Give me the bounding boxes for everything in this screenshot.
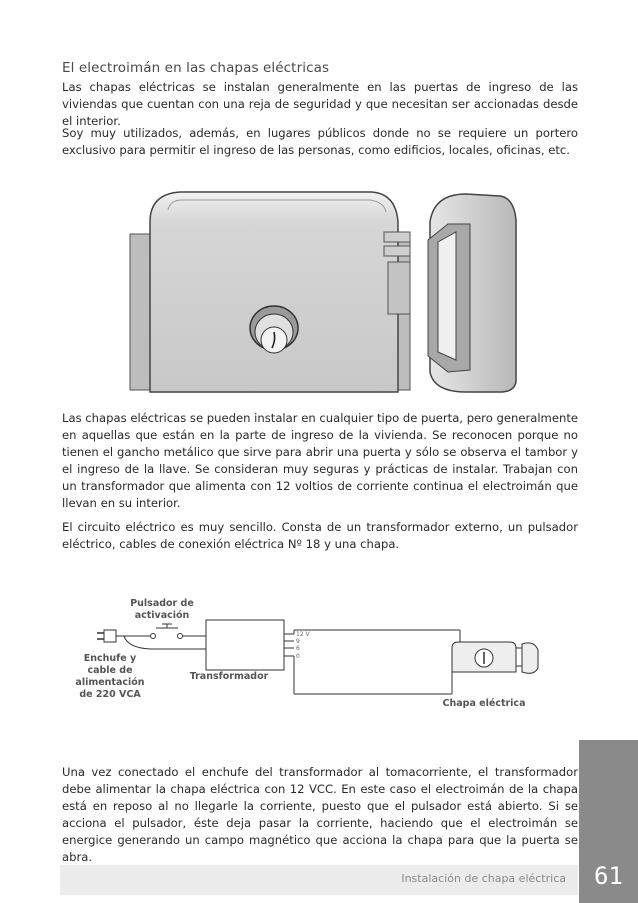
tap-9: 9 (296, 638, 300, 645)
transformer-box (206, 620, 284, 670)
paragraph-installation: Las chapas eléctricas se pueden instalar en cualquier tipo de puerta, pero generalmente en aquellas que están en la parte de ingreso de la vivienda. Se reconocen porque no tienen el gancho metálico que sirve para abrir una puerta y sólo se observa el tambor y el ingreso de la llave. Se consideran muy seguras y prácticas de instalar. Trabajan con un transformador que alimenta con 12 voltios de corriente continua el electroimán que llevan en su interior. (62, 411, 578, 510)
label-enchufe-4: de 220 VCA (79, 689, 141, 700)
lock-symbol (452, 642, 538, 673)
paragraph-operation: Una vez conectado el enchufe del transformador al tomacorriente, el transformador debe alimentar la chapa eléctrica con 12 VCC. En este caso el electroimán de la chapa está en reposo al no llegarle la corriente, puesto que el pulsador está abierto. Si se acciona el pulsador, éste deja pasar la corriente, haciendo que el electroimán se energice generando un campo magnético que acciona la chapa para que la puerta se abra. (62, 765, 578, 864)
footer-section: Instalación de chapa eléctrica (401, 872, 566, 885)
paragraph-circuit: El circuito eléctrico es muy sencillo. Consta de un transformador externo, un pulsador eléctrico, cables de conexión eléctrica Nº 18 y una chapa. (62, 520, 578, 551)
footer-bar (60, 865, 578, 895)
push-button-switch (151, 624, 183, 639)
label-transformador: Transformador (189, 671, 269, 682)
label-pulsador-2: activación (134, 610, 190, 621)
tap-0: 0 (296, 653, 300, 660)
paragraph-uses: Soy muy utilizados, además, en lugares públicos donde no se requiere un portero exclusivo para permitir el ingreso de las personas, como edificios, locales, oficinas, etc. (62, 126, 578, 157)
paragraph-intro: Las chapas eléctricas se instalan generalmente en las puertas de ingreso de las viviendas que cuentan con una reja de seguridad y que necesitan ser accionadas desde el interior. (62, 80, 578, 128)
tap-6: 6 (296, 645, 300, 652)
label-enchufe-1: Enchufe y (83, 653, 137, 664)
label-enchufe-2: cable de (87, 665, 133, 676)
plug-icon (97, 630, 124, 642)
label-enchufe-3: alimentación (75, 677, 145, 688)
label-pulsador-1: Pulsador de (130, 598, 194, 609)
tap-12v: 12 V (296, 631, 310, 638)
page-number: 61 (594, 862, 623, 890)
label-chapa: Chapa eléctrica (442, 698, 526, 709)
section-heading: El electroimán en las chapas eléctricas (62, 60, 330, 76)
